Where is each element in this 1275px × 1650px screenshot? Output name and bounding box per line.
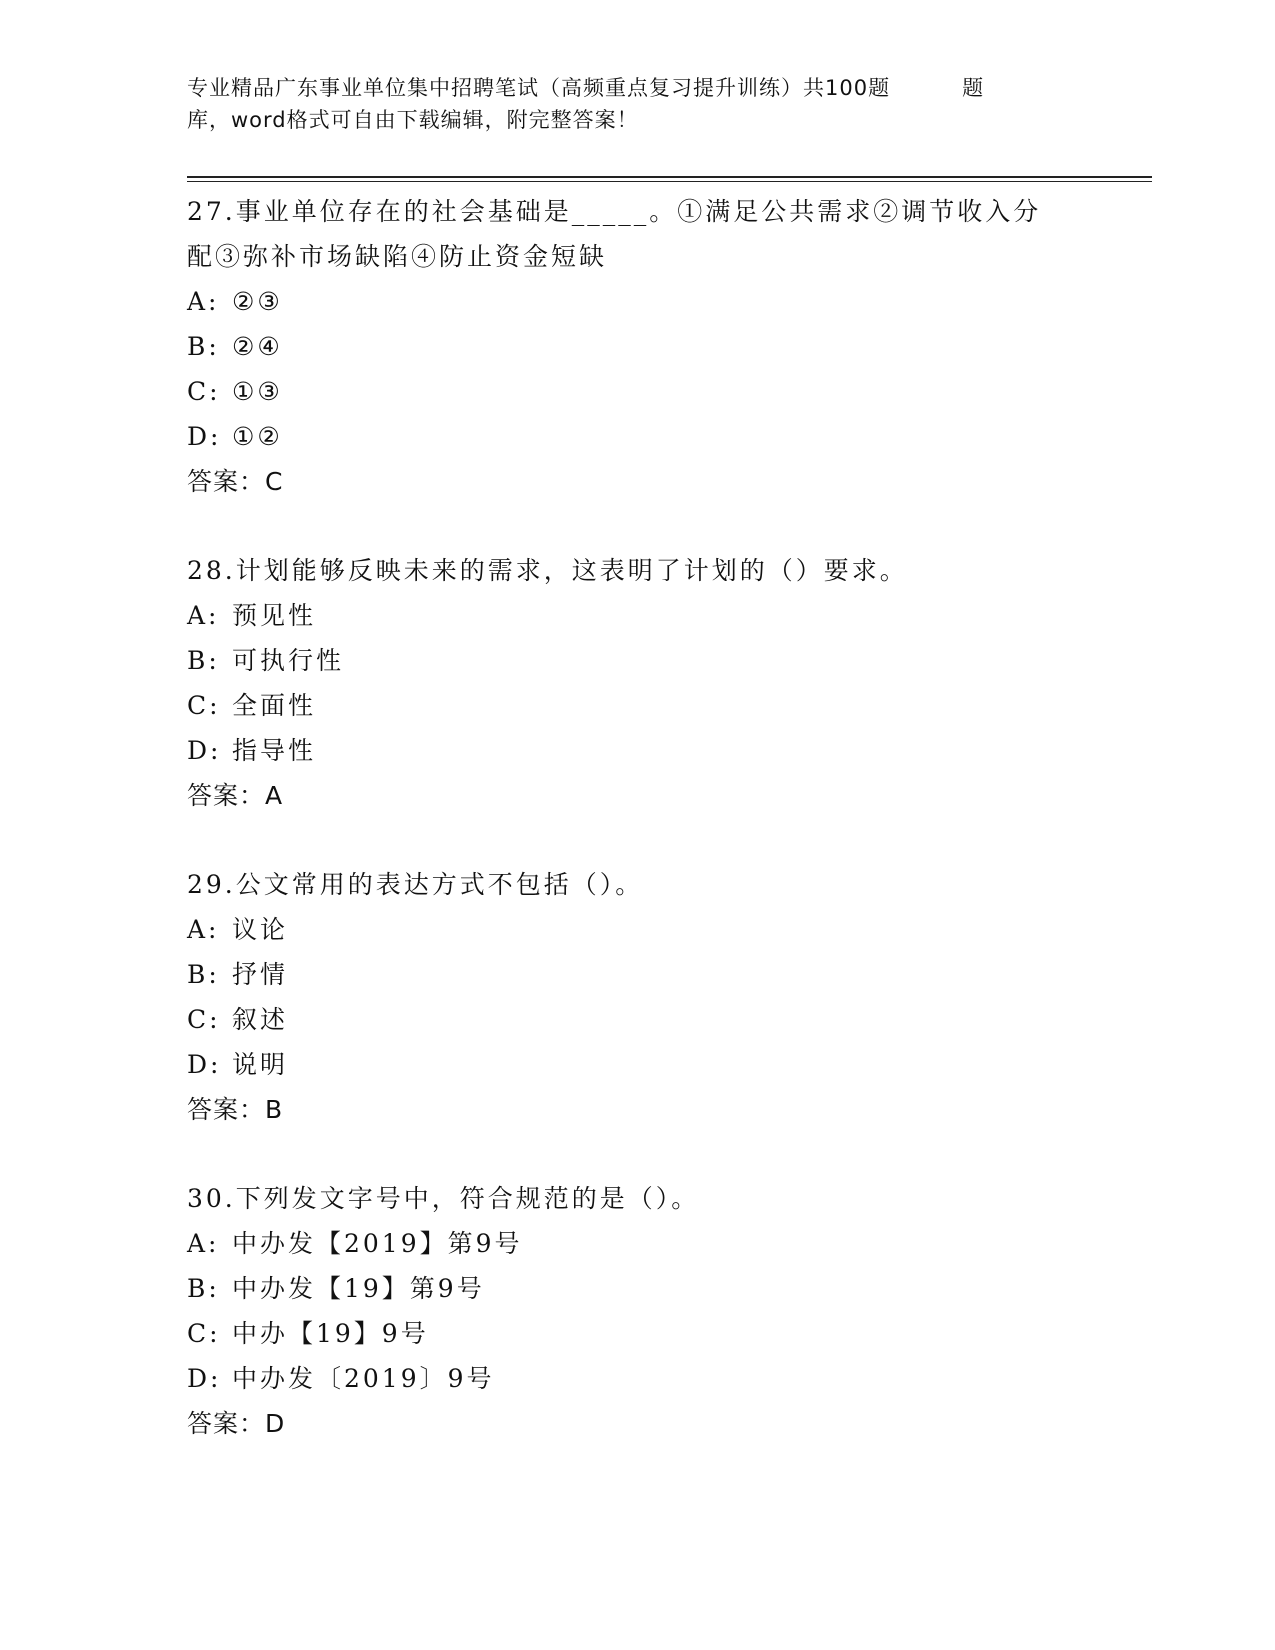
option-b: [187, 1266, 1152, 1311]
option-c: [187, 1311, 1152, 1356]
option-c: [187, 683, 1152, 728]
option-d: [187, 728, 1152, 773]
option-key: D:: [187, 736, 222, 765]
answer-line: 答案：A: [187, 781, 284, 810]
option-b: [187, 324, 1152, 369]
option-text: ②④: [232, 332, 283, 361]
question-stem-line: 28.计划能够反映未来的需求，这表明了计划的（）要求。: [187, 556, 908, 585]
option-key: D:: [187, 1050, 222, 1079]
option-text: ①③: [232, 377, 283, 406]
option-key: A:: [187, 1229, 220, 1258]
option-key: C:: [187, 691, 221, 720]
question-list: [187, 189, 1152, 1490]
option-key: A:: [187, 601, 220, 630]
option-d: [187, 1042, 1152, 1087]
option-text: 中办【19】9号: [232, 1319, 429, 1348]
option-text: 抒情: [232, 960, 289, 989]
option-a: [187, 907, 1152, 952]
question-stem: [187, 548, 1152, 593]
option-text: 中办发〔2019〕9号: [232, 1364, 495, 1393]
option-key: A:: [187, 915, 220, 944]
option-text: 中办发【2019】第9号: [232, 1229, 523, 1258]
question-27: [187, 189, 1152, 504]
page-header: [187, 72, 1087, 136]
option-b: [187, 952, 1152, 997]
option-d: [187, 1356, 1152, 1401]
option-a: [187, 1221, 1152, 1266]
option-key: B:: [187, 1274, 220, 1303]
option-a: [187, 279, 1152, 324]
option-text: 说明: [232, 1050, 289, 1079]
question-stem-line: 29.公文常用的表达方式不包括（）。: [187, 870, 644, 899]
header-line-2: 库，word格式可自由下载编辑，附完整答案！: [187, 108, 639, 132]
option-key: D:: [187, 1364, 222, 1393]
option-key: B:: [187, 960, 220, 989]
header-line-1: [187, 72, 1087, 104]
option-key: C:: [187, 1319, 221, 1348]
option-key: C:: [187, 1005, 221, 1034]
header-title-text: 专业精品广东事业单位集中招聘笔试（高频重点复习提升训练）共100题: [187, 76, 891, 100]
answer-line: 答案：C: [187, 467, 284, 496]
option-key: A:: [187, 287, 220, 316]
option-key: B:: [187, 332, 220, 361]
option-text: 叙述: [232, 1005, 289, 1034]
question-29: [187, 862, 1152, 1132]
option-c: [187, 997, 1152, 1042]
option-c: [187, 369, 1152, 414]
option-text: 中办发【19】第9号: [232, 1274, 485, 1303]
option-text: ①②: [232, 422, 283, 451]
option-text: 议论: [232, 915, 289, 944]
option-text: 可执行性: [232, 646, 345, 675]
option-text: ②③: [232, 287, 283, 316]
option-key: B:: [187, 646, 220, 675]
answer-line: 答案：B: [187, 1095, 284, 1124]
question-28: [187, 548, 1152, 818]
header-title-tail: 题: [962, 76, 985, 100]
question-stem-line: 配③弥补市场缺陷④防止资金短缺: [187, 242, 608, 271]
question-30: [187, 1176, 1152, 1446]
answer-line: 答案：D: [187, 1409, 286, 1438]
header-rule-thick: [187, 176, 1152, 178]
question-stem-line: 27.事业单位存在的社会基础是_____。①满足公共需求②调节收入分: [187, 197, 1042, 226]
option-text: 指导性: [232, 736, 317, 765]
option-key: D:: [187, 422, 222, 451]
question-stem: [187, 862, 1152, 907]
option-key: C:: [187, 377, 221, 406]
option-text: 全面性: [232, 691, 317, 720]
option-a: [187, 593, 1152, 638]
option-text: 预见性: [232, 601, 317, 630]
question-stem: [187, 189, 1152, 279]
question-stem: [187, 1176, 1152, 1221]
option-b: [187, 638, 1152, 683]
header-rule-thin: [187, 181, 1152, 182]
option-d: [187, 414, 1152, 459]
question-stem-line: 30.下列发文字号中，符合规范的是（）。: [187, 1184, 700, 1213]
